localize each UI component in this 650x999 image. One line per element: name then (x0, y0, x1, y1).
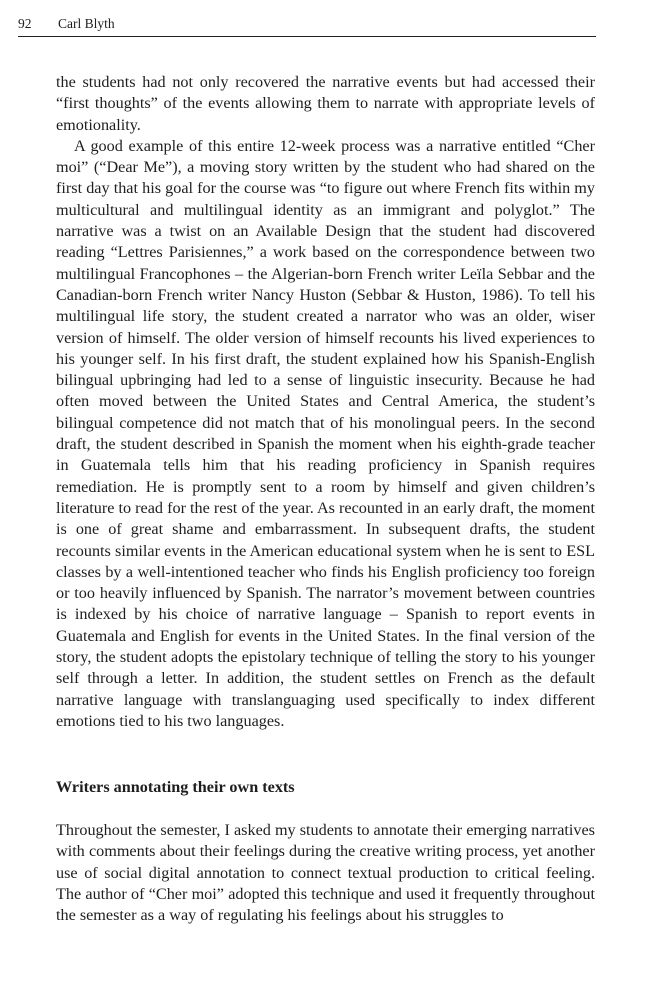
main-text-block (56, 72, 595, 732)
running-head-author: Carl Blyth (58, 16, 115, 31)
section-text-block (56, 820, 595, 926)
page-number: 92 (18, 16, 32, 31)
section-heading: Writers annotating their own texts (56, 778, 295, 796)
paragraph-annotation: Throughout the semester, I asked my students to annotate their emerging narratives with comments about their feelings during the creative writing process, yet another use of social digital annotation to connect textual production to critical feeling. The author of “Cher moi” adopted this technique and used it frequently throughout the semester as a way of regulating his feelings about his struggles to (56, 821, 595, 925)
paragraph-continuation: the students had not only recovered the narrative events but had accessed their “first thoughts” of the events allowing them to narrate with appropriate levels of emotionality. (56, 73, 595, 134)
running-header (18, 14, 596, 37)
paragraph-cher-moi: A good example of this entire 12-week process was a narrative entitled “Cher moi” (“Dear Me”), a moving story written by the student who had shared on the first day that his goal for the course was “to figure out where French fits within my multicultural and multilingual identity as an immigrant and polyglot.” The narrative was a twist on an Available Design that the student had discovered reading “Lettres Parisiennes,” a work based on the correspondence between two multilingual Francophones – the Algerian-born French writer Leïla Sebbar and the Canadian-born French writer Nancy Huston (Sebbar & Huston, 1986). To tell his multilingual life story, the student created a narrator who was an older, wiser version of himself. The older version of himself recounts his lived experiences to his younger self. In his first draft, the student explained how his Spanish-English bilingual upbringing had led to a sense of linguistic insecurity. Because he had often moved between the United States and Central America, the student’s bilingual competence did not match that of his monolingual peers. In the second draft, the student described in Spanish the moment when his eighth-grade teacher in Guatemala tells him that his reading proficiency in Spanish requires remediation. He is promptly sent to a room by himself and given children’s literature to read for the rest of the year. As recounted in an early draft, the moment is one of great shame and embarrassment. In subsequent drafts, the student recounts similar events in the American educational system when he is sent to ESL classes by a well-intentioned teacher who finds his English proficiency too foreign or too heavily influenced by Spanish. The narrator’s movement between countries is indexed by his choice of narrative language – Spanish to report events in Guatemala and English for events in the United States. In the final version of the story, the student adopts the epistolary technique of telling the story to his younger self through a letter. In addition, the student settles on French as the default narrative language with translanguaging used specifically to index different emotions tied to his two languages. (56, 136, 595, 730)
